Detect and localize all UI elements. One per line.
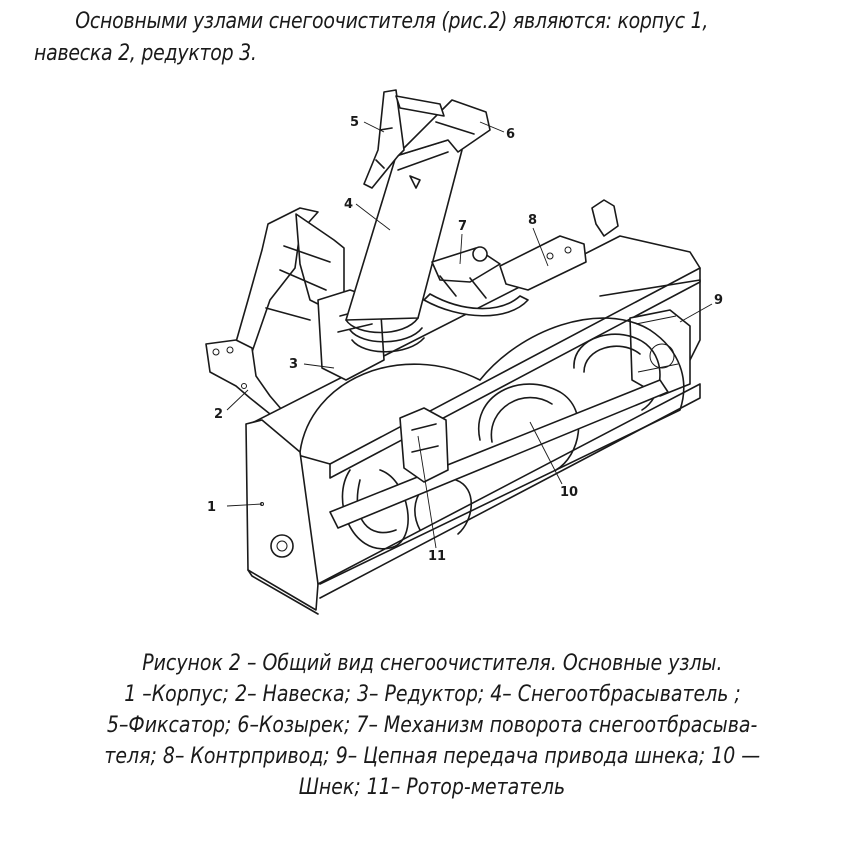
callout-9: 9	[714, 293, 724, 308]
caption-line-1: Рисунок 2 – Общий вид снегоочистителя. Основные узлы.	[141, 651, 723, 676]
callout-10: 10	[560, 485, 579, 500]
callout-3: 3	[289, 357, 299, 372]
caption-line-4: теля; 8– Контрпривод; 9– Цепная передача привода шнека; 10 —	[104, 744, 760, 769]
snowblower-drawing	[0, 80, 864, 640]
caption-line-5: Шнек; 11– Ротор-метатель	[298, 775, 566, 800]
discharge-chute	[346, 140, 462, 352]
caption-line-2: 1 –Корпус; 2– Навеска; 3– Редуктор; 4– Снегоотбрасыватель ;	[123, 682, 741, 707]
callout-6: 6	[506, 127, 516, 142]
callout-7: 7	[458, 219, 468, 234]
callout-11: 11	[428, 549, 447, 564]
callout-2: 2	[214, 407, 224, 422]
callout-1: 1	[207, 500, 217, 515]
callout-8: 8	[528, 213, 538, 228]
figure-caption	[0, 648, 864, 803]
callout-4: 4	[344, 197, 354, 212]
intro-line-1: Основными узлами снегоочистителя (рис.2) являются: корпус 1,	[75, 9, 709, 34]
intro-paragraph	[34, 6, 731, 70]
callout-5: 5	[350, 115, 360, 130]
intro-line-2: навеска 2, редуктор 3.	[34, 41, 257, 66]
caption-line-3: 5–Фиксатор; 6–Козырек; 7– Механизм поворота снегоотбрасыва-	[106, 713, 758, 738]
